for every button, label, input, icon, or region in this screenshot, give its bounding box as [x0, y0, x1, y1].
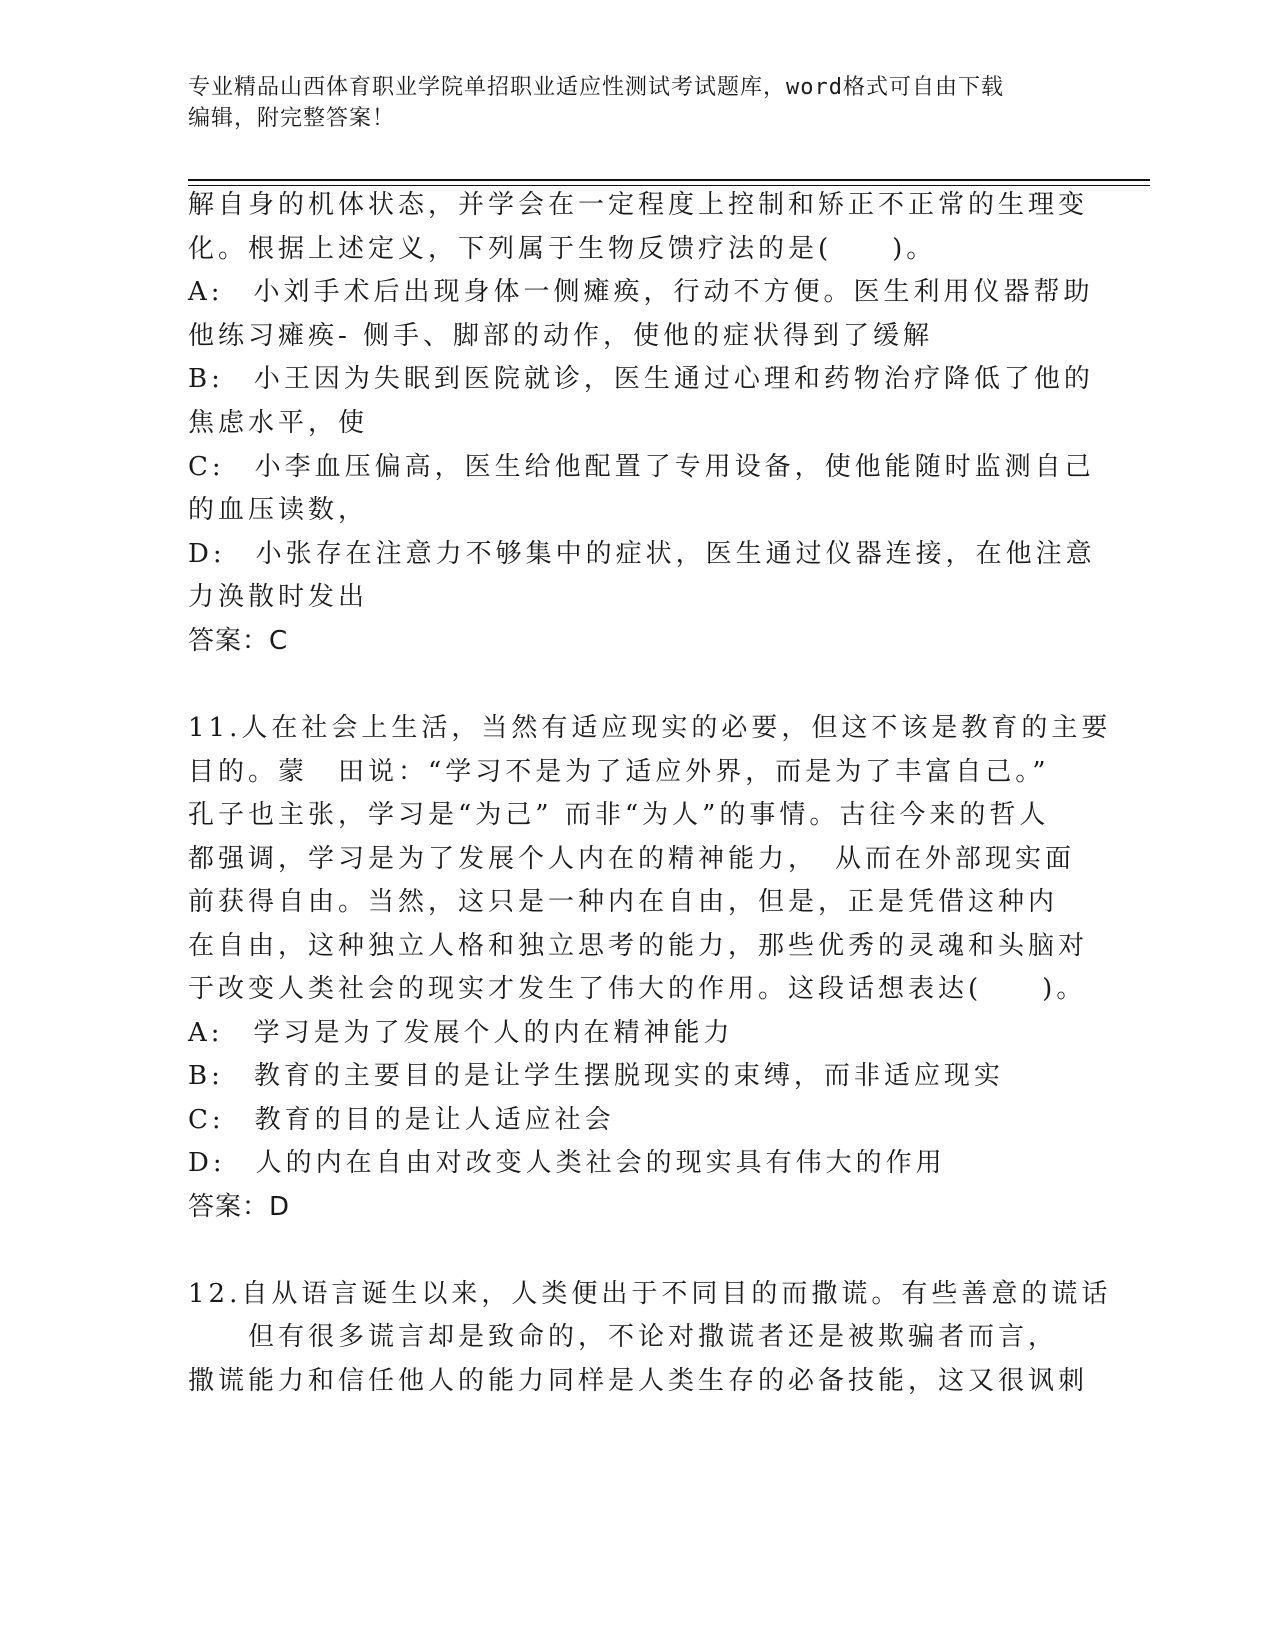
- q11-stem-line-3: 孔子也主张，学习是“为己” 而非“为人”的事情。古往今来的哲人: [188, 800, 1050, 830]
- q10-option-c-line-2: 的血压读数，: [188, 495, 369, 525]
- q11-stem-line-7: 于改变人类社会的现实才发生了伟大的作用。这段话想表达( )。: [188, 974, 1087, 1004]
- q10-option-c-line-1: C: 小李血压偏高，医生给他配置了专用设备，使他能随时监测自己: [188, 452, 1095, 482]
- q11-stem-line-6: 在自由，这种独立人格和独立思考的能力，那些优秀的灵魂和头脑对: [188, 931, 1089, 961]
- q10-option-d-line-1: D: 小张存在注意力不够集中的症状，医生通过仪器连接，在他注意: [188, 539, 1096, 569]
- q10-stem-line-1: 解自身的机体状态，并学会在一定程度上控制和矫正不正常的生理变: [188, 190, 1089, 220]
- q11-stem-line-2: 目的。蒙 田说：“学习不是为了适应外界，而是为了丰富自己。”: [188, 757, 1050, 787]
- header-line-1: 专业精品山西体育职业学院单招职业适应性测试考试题库，word格式可自由下载: [188, 75, 1004, 100]
- q11-option-b: B: 教育的主要目的是让学生摆脱现实的束缚，而非适应现实: [188, 1061, 1004, 1091]
- q10-option-a-line-2: 他练习瘫痪- 侧手、脚部的动作，使他的症状得到了缓解: [188, 321, 934, 351]
- q10-stem-line-2: 化。根据上述定义，下列属于生物反馈疗法的是( )。: [188, 234, 937, 264]
- q11-stem-line-5: 前获得自由。当然，这只是一种内在自由，但是，正是凭借这种内: [188, 887, 1059, 917]
- q11-stem-line-4: 都强调，学习是为了发展个人内在的精神能力， 从而在外部现实面: [188, 844, 1076, 874]
- q11-answer: 答案：D: [188, 1192, 291, 1222]
- header-divider-thin: [188, 185, 1150, 186]
- q11-stem-line-1: 11.人在社会上生活，当然有适应现实的必要，但这不该是教育的主要: [188, 713, 1112, 743]
- header-line-2: 编辑，附完整答案！: [188, 106, 396, 131]
- q12-stem-line-1: 12.自从语言诞生以来，人类便出于不同目的而撒谎。有些善意的谎话: [188, 1279, 1112, 1309]
- q12-stem-line-3: 撒谎能力和信任他人的能力同样是人类生存的必备技能，这又很讽刺: [188, 1366, 1089, 1396]
- header-divider-thick: [188, 179, 1150, 181]
- q10-option-d-line-2: 力涣散时发出: [188, 582, 369, 612]
- page-header: [188, 72, 1068, 134]
- q10-answer: 答案：C: [188, 626, 289, 656]
- q11-option-d: D: 人的内在自由对改变人类社会的现实具有伟大的作用: [188, 1148, 946, 1178]
- q11-option-c: C: 教育的目的是让人适应社会: [188, 1105, 615, 1135]
- q11-option-a: A: 学习是为了发展个人的内在精神能力: [188, 1018, 734, 1048]
- q10-option-b-line-2: 焦虑水平，使: [188, 408, 369, 438]
- q10-option-b-line-1: B: 小王因为失眠到医院就诊，医生通过心理和药物治疗降低了他的: [188, 364, 1094, 394]
- q10-option-a-line-1: A: 小刘手术后出现身体一侧瘫痪，行动不方便。医生利用仪器帮助: [188, 277, 1094, 307]
- q12-stem-line-2: 但有很多谎言却是致命的，不论对撒谎者还是被欺骗者而言，: [188, 1322, 1059, 1352]
